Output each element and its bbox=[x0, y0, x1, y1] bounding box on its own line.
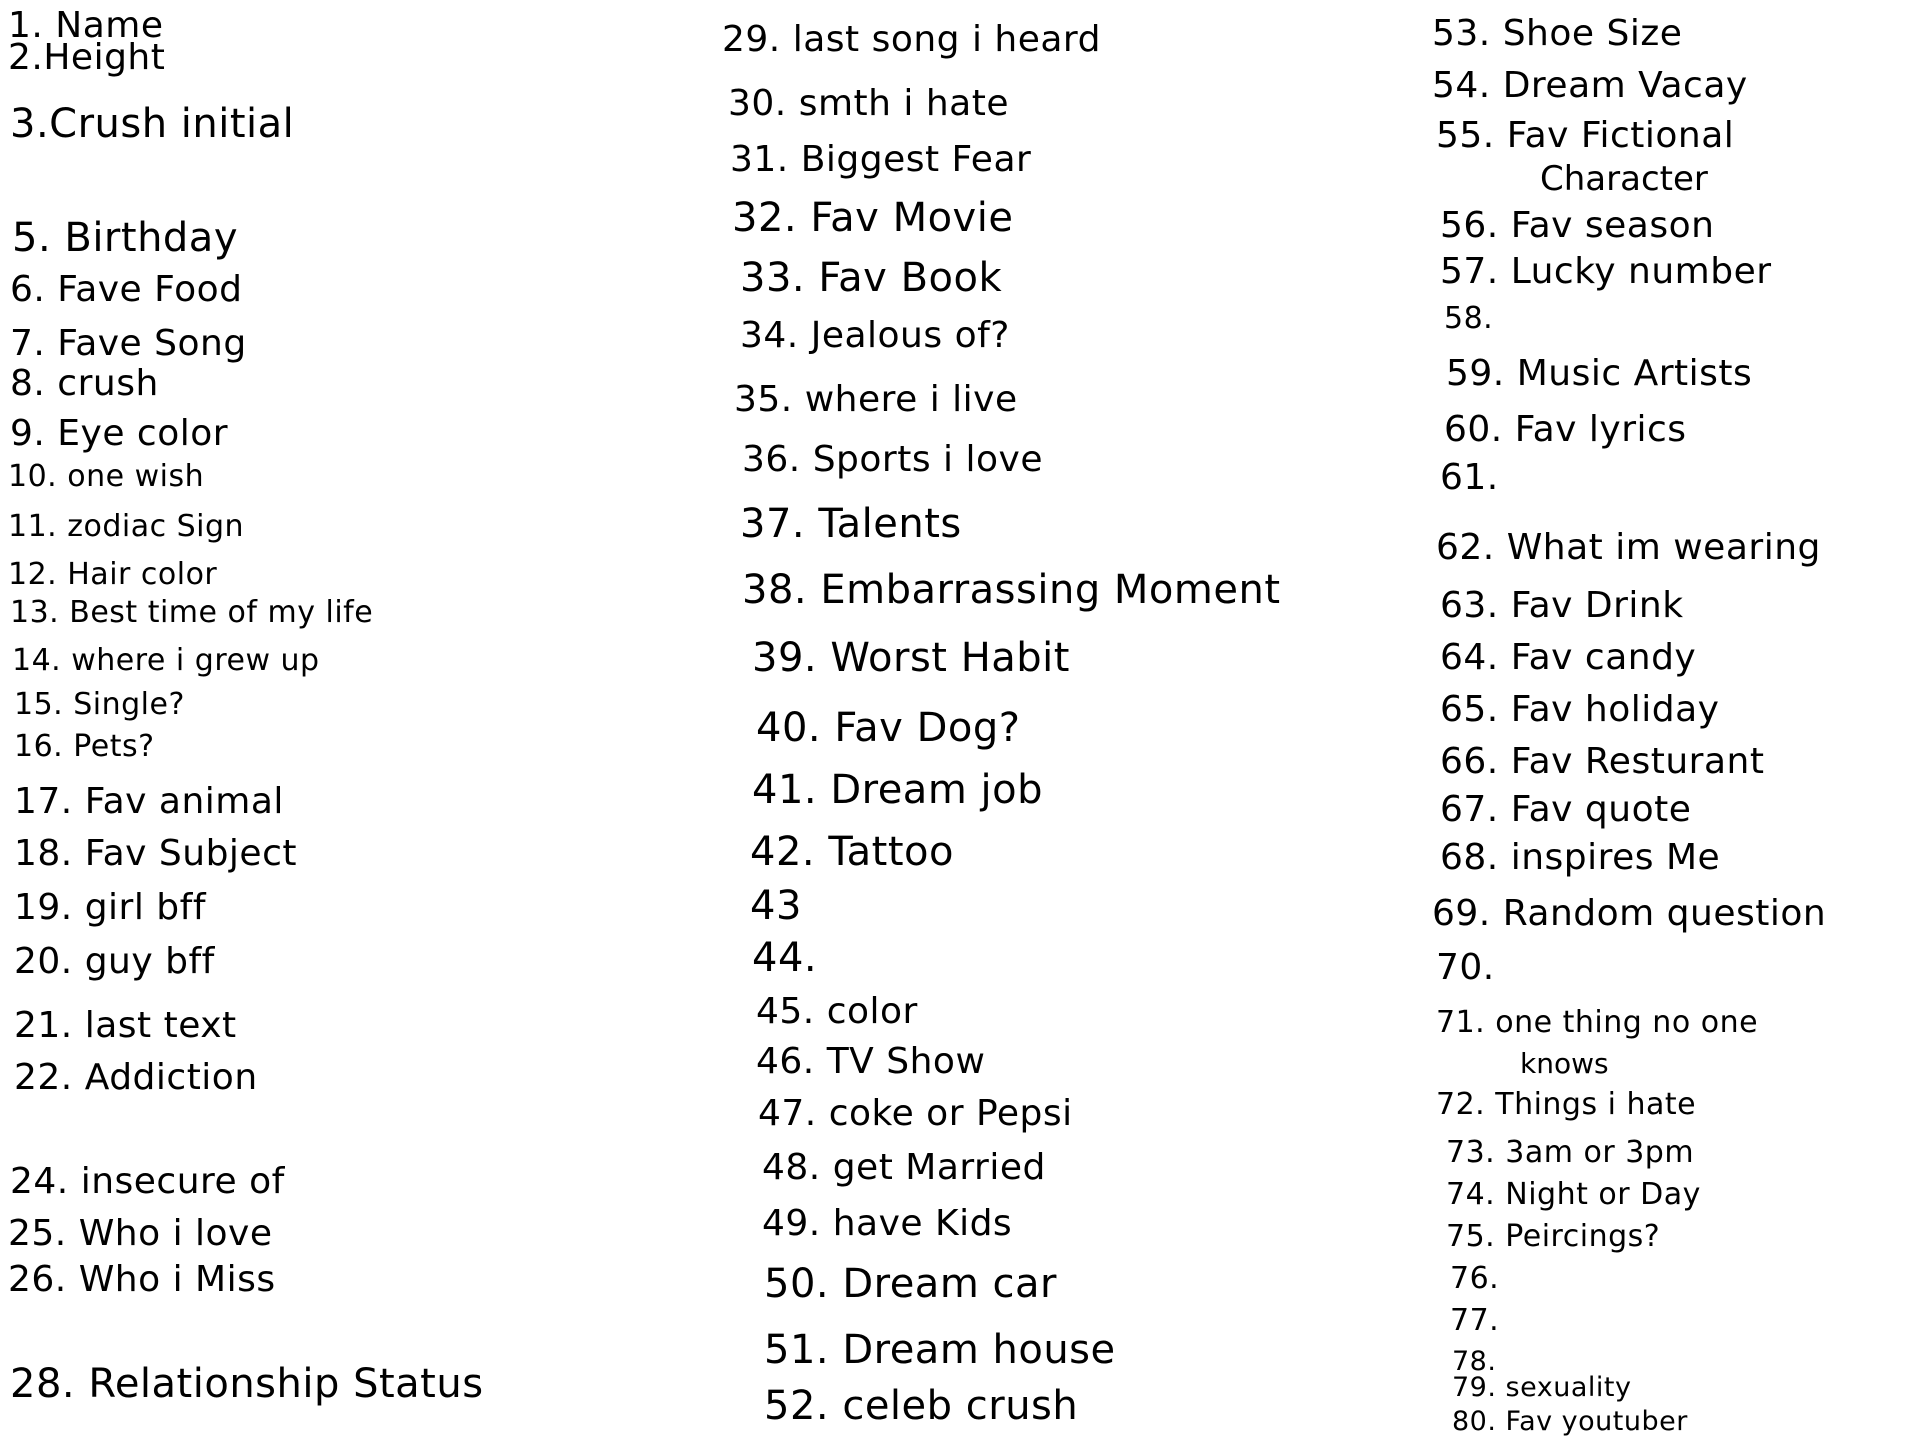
list-item: 51. Dream house bbox=[764, 1327, 1116, 1373]
list-item: 18. Fav Subject bbox=[14, 833, 297, 874]
list-item: 58. bbox=[1444, 301, 1494, 336]
list-item: 61. bbox=[1440, 457, 1499, 498]
list-item: 71. one thing no one bbox=[1436, 1005, 1759, 1040]
list-item: 48. get Married bbox=[762, 1147, 1046, 1188]
list-item: 13. Best time of my life bbox=[10, 595, 374, 630]
list-item: 42. Tattoo bbox=[750, 829, 954, 875]
list-item: 64. Fav candy bbox=[1440, 637, 1697, 678]
list-item: 79. sexuality bbox=[1452, 1372, 1632, 1403]
list-item: 37. Talents bbox=[740, 501, 962, 547]
list-item: 56. Fav season bbox=[1440, 205, 1715, 246]
list-item: 75. Peircings? bbox=[1446, 1219, 1661, 1254]
list-item: 69. Random question bbox=[1432, 893, 1827, 934]
list-item: 40. Fav Dog? bbox=[756, 705, 1021, 751]
list-item: 32. Fav Movie bbox=[732, 195, 1014, 241]
list-item: 9. Eye color bbox=[10, 413, 229, 454]
list-item: 63. Fav Drink bbox=[1440, 585, 1684, 626]
list-item: 59. Music Artists bbox=[1446, 353, 1753, 394]
list-item: 60. Fav lyrics bbox=[1444, 409, 1687, 450]
list-item: 12. Hair color bbox=[8, 557, 218, 592]
list-item: 6. Fave Food bbox=[10, 269, 243, 310]
list-item: 45. color bbox=[756, 991, 918, 1032]
list-item: 73. 3am or 3pm bbox=[1446, 1135, 1695, 1170]
list-item: 8. crush bbox=[10, 363, 159, 404]
list-item: 38. Embarrassing Moment bbox=[742, 567, 1281, 613]
list-item: 25. Who i love bbox=[8, 1213, 273, 1254]
list-item: 77. bbox=[1450, 1303, 1500, 1338]
list-item: 35. where i live bbox=[734, 379, 1018, 420]
list-item: 43 bbox=[750, 883, 802, 929]
list-item: 70. bbox=[1436, 947, 1495, 988]
list-item: 72. Things i hate bbox=[1436, 1087, 1697, 1122]
list-item: 67. Fav quote bbox=[1440, 789, 1692, 830]
list-item: 76. bbox=[1450, 1261, 1500, 1296]
list-item-continuation: knows bbox=[1520, 1047, 1609, 1080]
list-item: 78. bbox=[1452, 1346, 1497, 1377]
list-item: 7. Fave Song bbox=[10, 323, 247, 364]
list-item: 29. last song i heard bbox=[722, 19, 1101, 60]
list-item: 19. girl bff bbox=[14, 887, 206, 928]
list-item: 1. Name bbox=[8, 5, 164, 46]
list-item: 16. Pets? bbox=[14, 729, 155, 764]
list-item: 55. Fav Fictional bbox=[1436, 115, 1735, 156]
list-item: 66. Fav Resturant bbox=[1440, 741, 1765, 782]
list-item: 31. Biggest Fear bbox=[730, 139, 1032, 180]
list-item: 46. TV Show bbox=[756, 1041, 986, 1082]
list-item: 33. Fav Book bbox=[740, 255, 1003, 301]
list-item: 28. Relationship Status bbox=[10, 1361, 484, 1407]
list-item: 17. Fav animal bbox=[14, 781, 284, 822]
list-item: 53. Shoe Size bbox=[1432, 13, 1683, 54]
list-item: 22. Addiction bbox=[14, 1057, 258, 1098]
list-item: 68. inspires Me bbox=[1440, 837, 1721, 878]
list-item: 39. Worst Habit bbox=[752, 635, 1070, 681]
list-item: 52. celeb crush bbox=[764, 1383, 1079, 1429]
list-item: 36. Sports i love bbox=[742, 439, 1043, 480]
list-item: 65. Fav holiday bbox=[1440, 689, 1720, 730]
list-item: 80. Fav youtuber bbox=[1452, 1406, 1688, 1437]
list-item: 5. Birthday bbox=[12, 215, 238, 261]
list-item: 24. insecure of bbox=[10, 1161, 285, 1202]
list-item: 41. Dream job bbox=[752, 767, 1043, 813]
list-item: 15. Single? bbox=[14, 687, 185, 722]
list-item: 50. Dream car bbox=[764, 1261, 1057, 1307]
list-item: 54. Dream Vacay bbox=[1432, 65, 1748, 106]
list-item: 44. bbox=[752, 935, 818, 981]
list-item: 10. one wish bbox=[8, 459, 205, 494]
list-item: 2.Height bbox=[8, 37, 166, 78]
list-item: 14. where i grew up bbox=[12, 643, 320, 678]
list-item: 74. Night or Day bbox=[1446, 1177, 1701, 1212]
list-item: 34. Jealous of? bbox=[740, 315, 1010, 356]
list-item: 30. smth i hate bbox=[728, 83, 1009, 124]
list-item: 26. Who i Miss bbox=[8, 1259, 276, 1300]
list-item: 3.Crush initial bbox=[10, 101, 295, 147]
list-item: 20. guy bff bbox=[14, 941, 215, 982]
list-item: 57. Lucky number bbox=[1440, 251, 1772, 292]
list-item: 49. have Kids bbox=[762, 1203, 1013, 1244]
list-item: 11. zodiac Sign bbox=[8, 509, 245, 544]
list-item: 47. coke or Pepsi bbox=[758, 1093, 1073, 1134]
list-item: 21. last text bbox=[14, 1005, 237, 1046]
list-item: 62. What im wearing bbox=[1436, 527, 1821, 568]
list-item-continuation: Character bbox=[1540, 159, 1708, 199]
